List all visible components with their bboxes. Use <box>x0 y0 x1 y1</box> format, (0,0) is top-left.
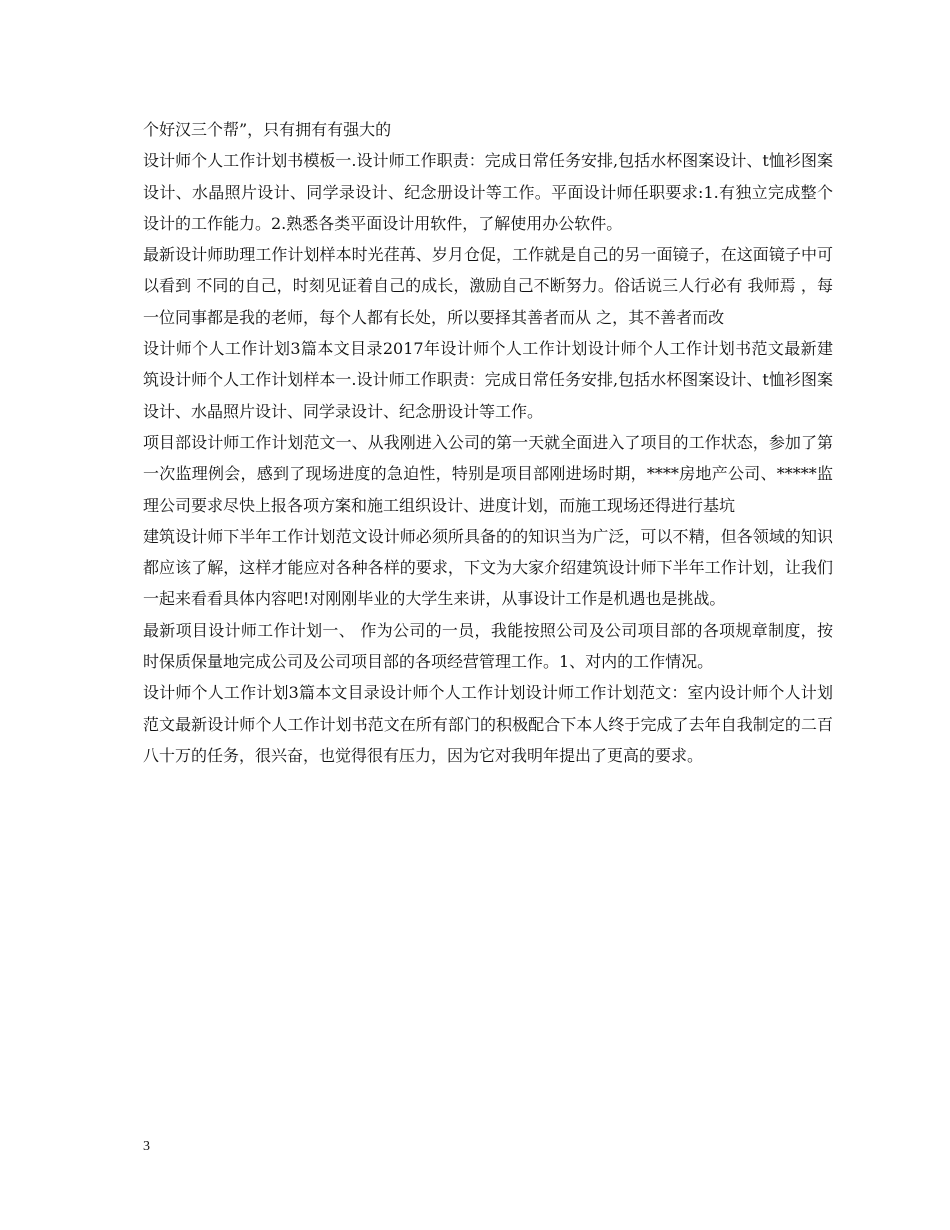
paragraph: 项目部设计师工作计划范文一、从我刚进入公司的第一天就全面进入了项目的工作状态，参加了第一次监理例会，感到了现场进度的急迫性，特别是项目部刚进场时期，****房地产公司、*****监理公司要求尽快上报各项方案和施工组织设计、进度计划，而施工现场还得进行基坑 <box>143 432 833 515</box>
paragraph: 最新设计师助理工作计划样本时光荏苒、岁月仓促，工作就是自己的另一面镜子，在这面镜子中可以看到 不同的自己，时刻见证着自己的成长，激励自己不断努力。俗话说三人行必有 我师焉 ，每一位同事都是我的老师，每个人都有长处，所以要择其善者而从 之，其不善者而改 <box>143 245 833 327</box>
paragraph: 设计师个人工作计划3篇本文目录2017年设计师个人工作计划设计师个人工作计划书范文最新建筑设计师个人工作计划样本一.设计师工作职责：完成日常任务安排,包括水杯图案设计、t恤衫图案设计、水晶照片设计、同学录设计、纪念册设计等工作。 <box>143 339 833 421</box>
page-number: 3 <box>143 1139 150 1154</box>
document-body <box>143 114 833 771</box>
paragraph: 最新项目设计师工作计划一、 作为公司的一员，我能按照公司及公司项目部的各项规章制度，按时保质保量地完成公司及公司项目部的各项经营管理工作。1、对内的工作情况。 <box>143 620 833 672</box>
paragraph: 个好汉三个帮”，只有拥有有强大的 <box>143 120 392 139</box>
paragraph: 建筑设计师下半年工作计划范文设计师必须所具备的的知识当为广泛，可以不精，但各领域的知识都应该了解，这样才能应对各种各样的要求，下文为大家介绍建筑设计师下半年工作计划，让我们一起来看看具体内容吧!对刚刚毕业的大学生来讲，从事设计工作是机遇也是挑战。 <box>143 526 833 609</box>
paragraph: 设计师个人工作计划书模板一.设计师工作职责：完成日常任务安排,包括水杯图案设计、t恤衫图案设计、水晶照片设计、同学录设计、纪念册设计等工作。平面设计师任职要求:1.有独立完成整个设计的工作能力。2.熟悉各类平面设计用软件，了解使用办公软件。 <box>143 151 833 233</box>
paragraph: 设计师个人工作计划3篇本文目录设计师个人工作计划设计师工作计划范文：室内设计师个人计划范文最新设计师个人工作计划书范文在所有部门的积极配合下本人终于完成了去年自我制定的二百八十万的任务，很兴奋，也觉得很有压力，因为它对我明年提出了更高的要求。 <box>143 683 833 765</box>
